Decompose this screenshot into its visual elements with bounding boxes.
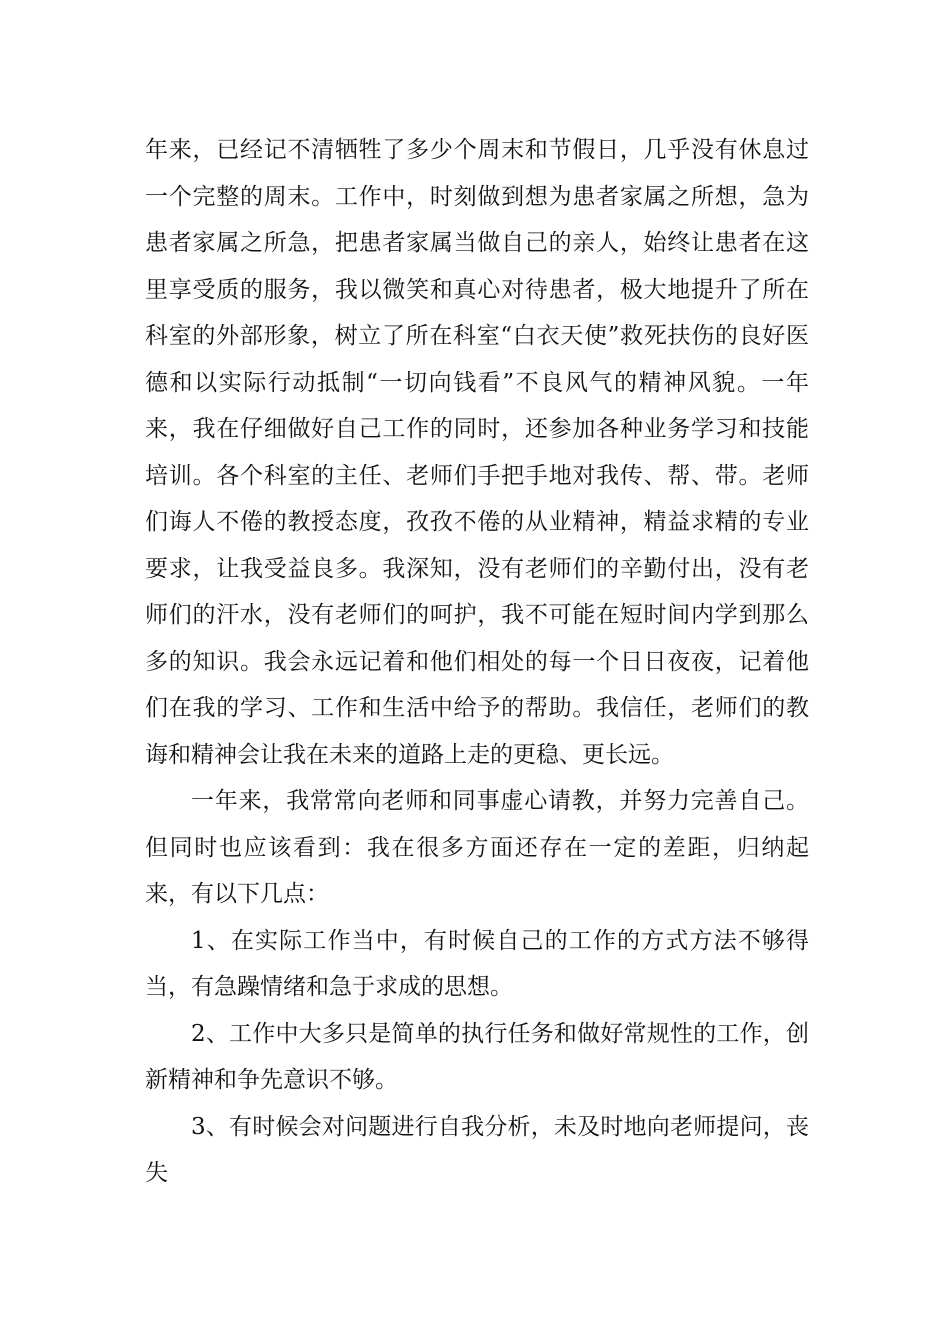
document-page <box>145 127 809 1197</box>
paragraph-continuation: 年来，已经记不清牺牲了多少个周末和节假日，几乎没有休息过一个完整的周末。工作中，时刻做到想为患者家属之所想，急为患者家属之所急，把患者家属当做自己的亲人，始终让患者在这里享受质的服务，我以微笑和真心对待患者，极大地提升了所在科室的外部形象，树立了所在科室“白衣天使”救死扶伤的良好医德和以实际行动抵制“一切向钱看”不良风气的精神风貌。一年来，我在仔细做好自己工作的同时，还参加各种业务学习和技能培训。各个科室的主任、老师们手把手地对我传、帮、带。老师们诲人不倦的教授态度，孜孜不倦的从业精神，精益求精的专业要求，让我受益良多。我深知，没有老师们的辛勤付出，没有老师们的汗水，没有老师们的呵护，我不可能在短时间内学到那么多的知识。我会永远记着和他们相处的每一个日日夜夜，记着他们在我的学习、工作和生活中给予的帮助。我信任，老师们的教诲和精神会让我在未来的道路上走的更稳、更长远。 <box>145 137 809 768</box>
paragraph-self-improvement: 一年来，我常常向老师和同事虚心请教，并努力完善自己。但同时也应该看到：我在很多方面还存在一定的差距，归纳起来，有以下几点： <box>145 788 809 907</box>
list-item-1: 1、在实际工作当中，有时候自己的工作的方式方法不够得当，有急躁情绪和急于求成的思想。 <box>145 927 809 1000</box>
list-item-3: 3、有时候会对问题进行自我分析，未及时地向老师提问，丧失 <box>145 1113 809 1186</box>
list-item-2: 2、工作中大多只是简单的执行任务和做好常规性的工作，创新精神和争先意识不够。 <box>145 1020 809 1093</box>
